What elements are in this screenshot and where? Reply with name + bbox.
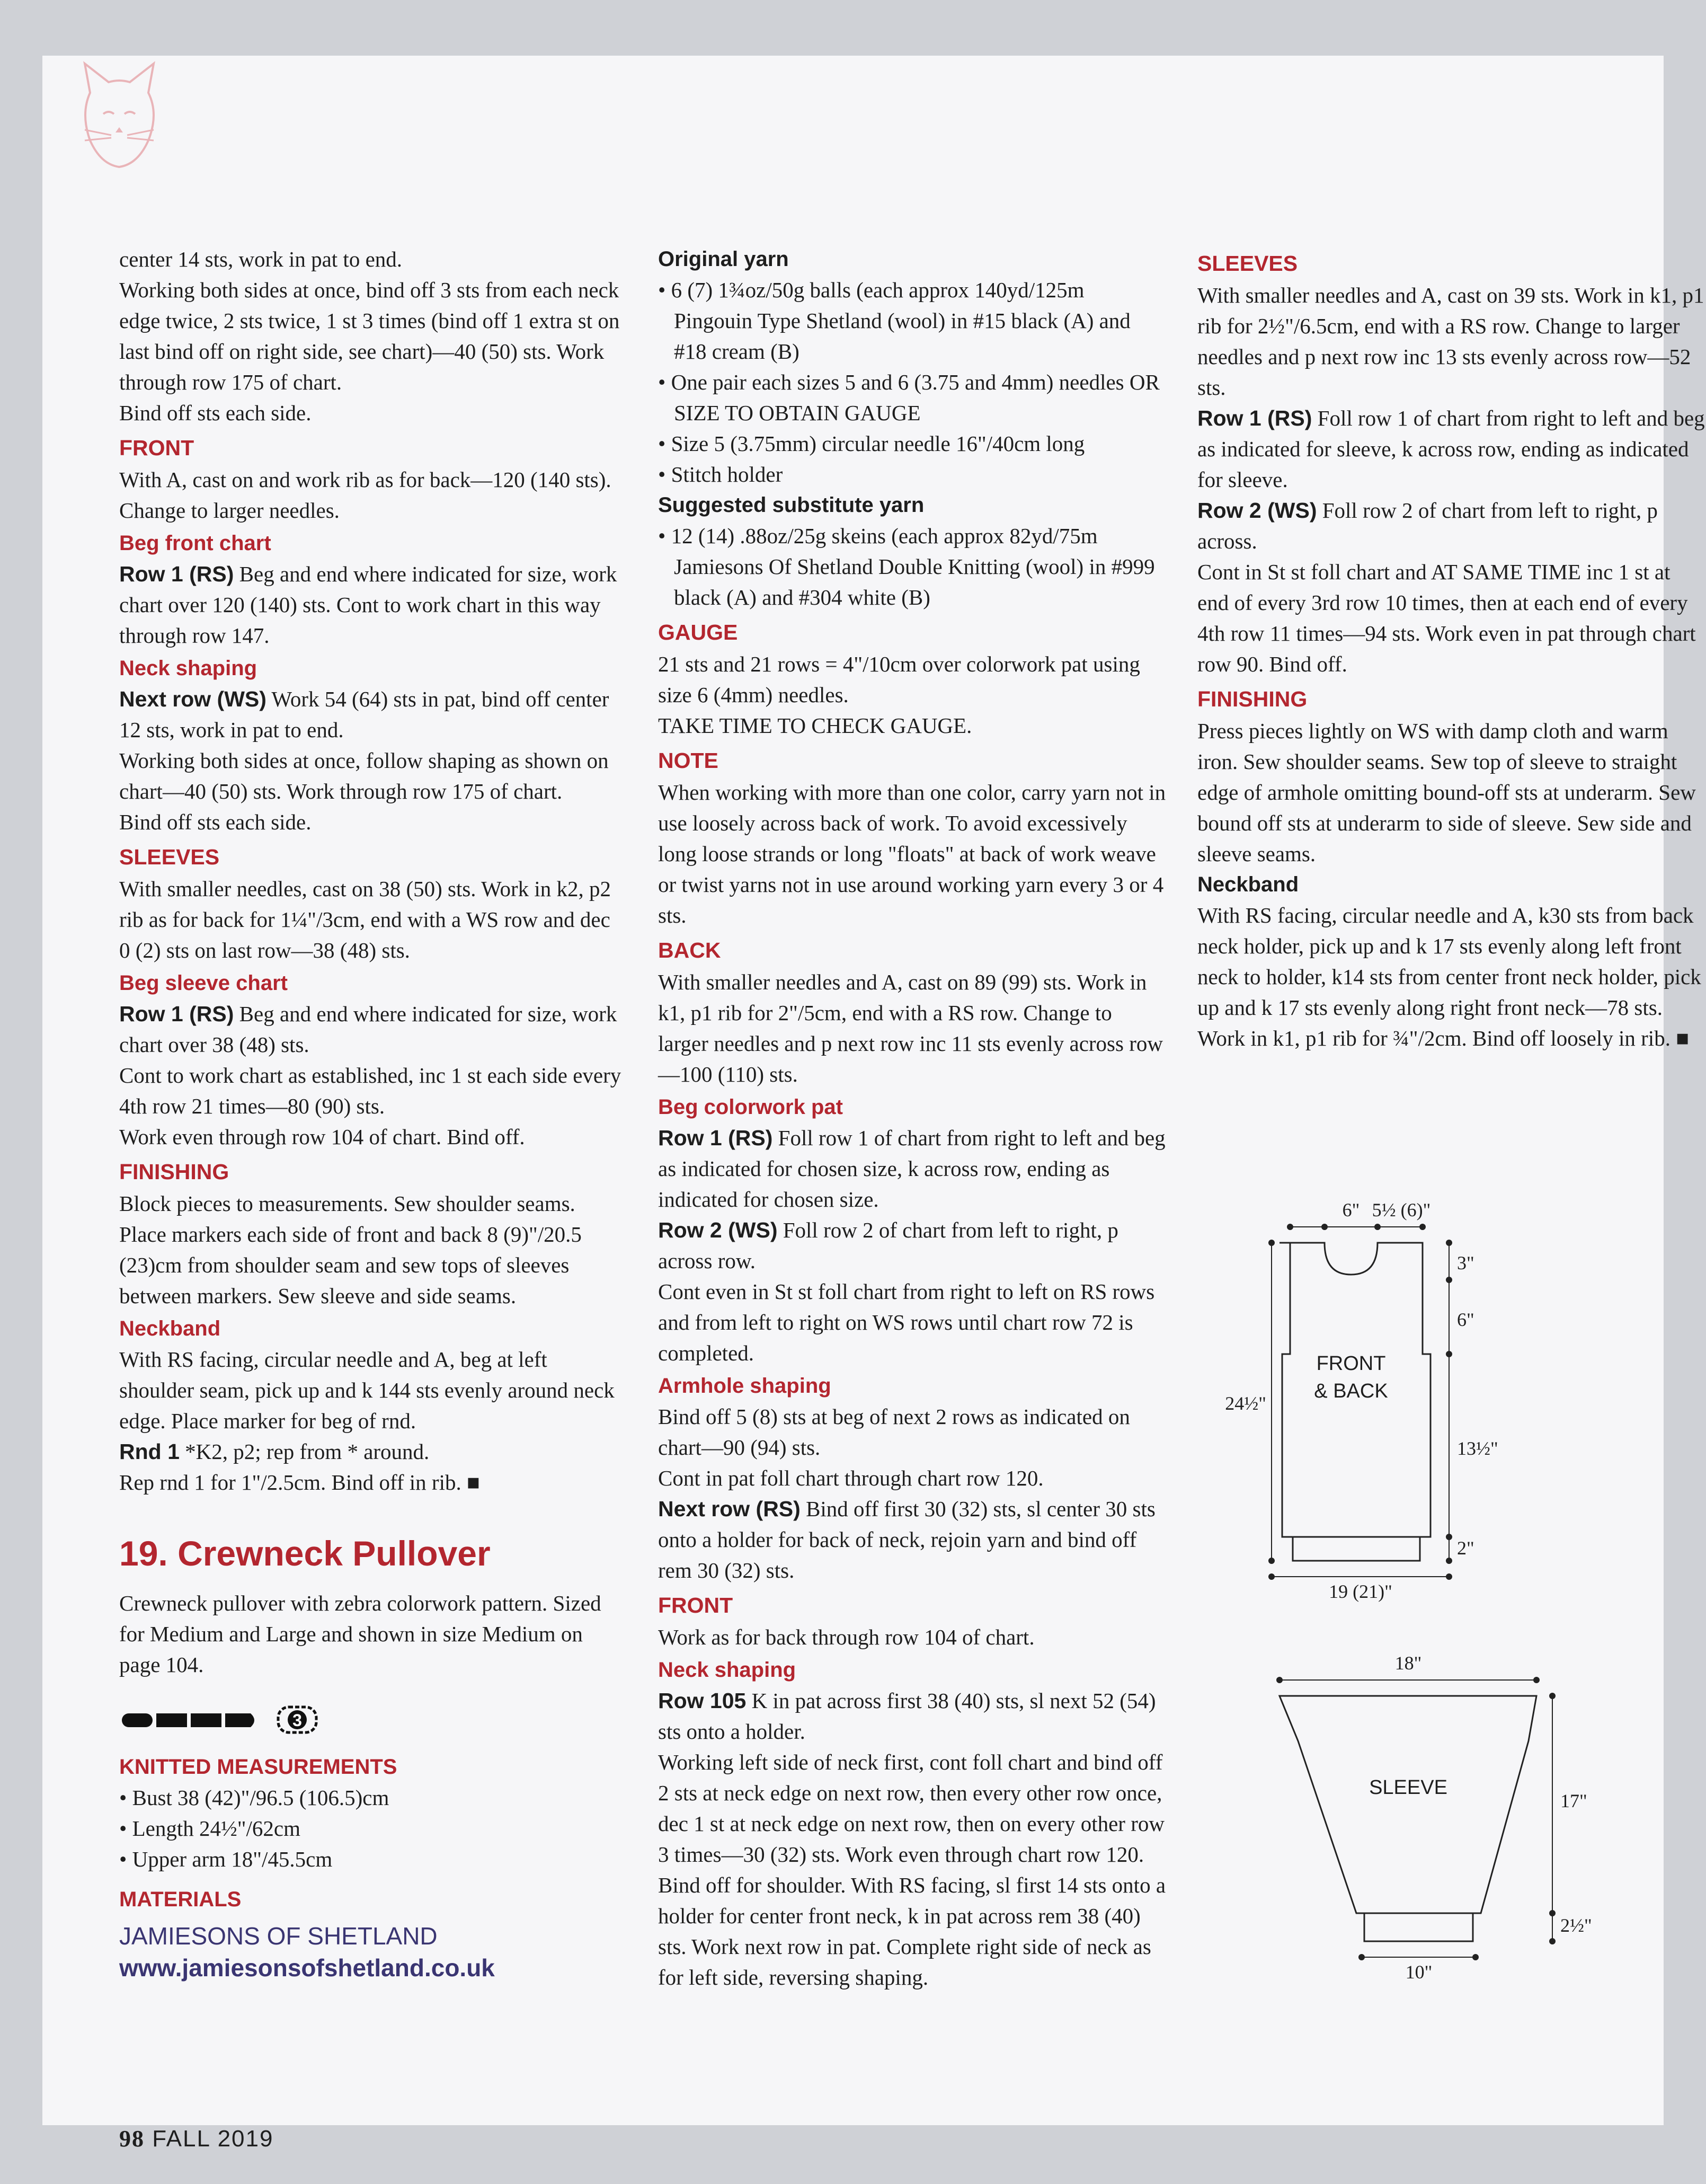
dim-sleeve-length: 17" <box>1560 1790 1587 1811</box>
paragraph: With RS facing, circular needle and A, k30 sts from back neck holder, pick up and k 17 sts evenly along left front neck to holder, k14 sts from center front neck holder, pick up and k 17 sts evenly along right front neck—78 sts. Work in k1, p1 rib for ¾"/2cm. Bind off loosely in rib. ■ <box>1197 903 1701 1050</box>
row-label: Row 1 (RS) <box>119 1002 234 1026</box>
sleeve-outline <box>1280 1696 1536 1941</box>
row-label: Row 1 (RS) <box>119 562 234 586</box>
paragraph <box>119 1436 623 1467</box>
subheading-knitted-measurements: KNITTED MEASUREMENTS <box>119 1755 397 1779</box>
paragraph <box>658 1685 1167 1747</box>
dim-neck: 6" <box>1342 1199 1360 1221</box>
row-label: Row 1 (RS) <box>658 1126 773 1150</box>
row-label: Rnd 1 <box>119 1439 180 1464</box>
paragraph: Bind off sts each side. <box>119 810 312 834</box>
paragraph <box>1197 403 1706 495</box>
section-heading-sleeves: SLEEVES <box>1197 251 1298 276</box>
section-heading-back: BACK <box>658 938 721 962</box>
row-text: Foll row 1 of chart from right to left and beg as indicated for sleeve, k across row, ending as indicated for sleeve. <box>1197 406 1705 492</box>
column-right <box>1197 244 1706 1054</box>
column-left <box>119 244 623 1984</box>
paragraph: Cont in St st foll chart and AT SAME TIME inc 1 st at end of every 3rd row 10 times, then at each end of every 4th row 11 times—94 sts. Work even in pat through chart row 90. Bind off. <box>1197 560 1696 676</box>
sleeve-label: SLEEVE <box>1369 1776 1447 1799</box>
pattern-title: 19. Crewneck Pullover <box>119 1534 491 1573</box>
paragraph: Press pieces lightly on WS with damp cloth and warm iron. Sew shoulder seams. Sew top of sleeve to straight edge of armhole omitting bound-off sts at underarm. Sew bound off sts at underarm to side of sleeve. Sew side and sleeve seams. <box>1197 719 1696 866</box>
section-heading-finishing: FINISHING <box>1197 687 1308 711</box>
subheading-materials: MATERIALS <box>119 1888 242 1911</box>
dim-upper-arm: 18" <box>1394 1652 1422 1674</box>
paragraph: Cont in pat foll chart through chart row 120. <box>658 1466 1044 1490</box>
cat-logo-icon <box>74 61 164 183</box>
paragraph: With RS facing, circular needle and A, beg at left shoulder seam, pick up and k 144 sts evenly around neck edge. Place marker for beg of rnd. <box>119 1347 615 1433</box>
paragraph <box>119 998 623 1060</box>
paragraph: With smaller needles and A, cast on 89 (99) sts. Work in k1, p1 rib for 2"/5cm, end with a RS row. Change to larger needles and p next row inc 11 sts evenly across row—100 (110) sts. <box>658 970 1163 1086</box>
paragraph: Rep rnd 1 for 1"/2.5cm. Bind off in rib. ■ <box>119 1470 480 1495</box>
paragraph: Work as for back through row 104 of chart. <box>658 1625 1035 1649</box>
list-item: • Length 24½"/62cm <box>119 1816 300 1841</box>
subheading-neck-shaping: Neck shaping <box>119 657 257 680</box>
row-label: Row 1 (RS) <box>1197 406 1312 430</box>
paragraph <box>1197 495 1706 556</box>
body-label-front: FRONT <box>1316 1352 1386 1375</box>
dim-rib: 2" <box>1457 1537 1474 1559</box>
dim-length: 24½" <box>1225 1393 1266 1414</box>
subheading-beg-colorwork: Beg colorwork pat <box>658 1095 843 1119</box>
paragraph: With smaller needles, cast on 38 (50) sts. Work in k2, p2 rib as for back for 1¼"/3cm, end with a WS row and dec 0 (2) sts on last row—38 (48) sts. <box>119 877 611 962</box>
brand-name: JAMIESONS OF SHETLAND <box>119 1922 438 1950</box>
row-text: Beg and end where indicated for size, work chart over 120 (140) sts. Cont to work chart in this way through row 147. <box>119 562 617 648</box>
paragraph: With smaller needles and A, cast on 39 sts. Work in k1, p1 rib for 2½"/6.5cm, end with a RS row. Change to larger needles and p next row inc 13 sts evenly across row—52 sts. <box>1197 283 1704 400</box>
section-heading-sleeves: SLEEVES <box>119 845 220 869</box>
dim-shoulder: 5½ (6)" <box>1372 1199 1431 1221</box>
row-text: Foll row 1 of chart from right to left and beg as indicated for chosen size, k across row, ending as indicated for chosen size. <box>658 1126 1166 1212</box>
paragraph: center 14 sts, work in pat to end. <box>119 247 403 271</box>
subheading-neckband: Neckband <box>119 1317 221 1340</box>
paragraph <box>658 1122 1167 1215</box>
section-heading-front: FRONT <box>658 1593 733 1617</box>
paragraph: When working with more than one color, carry yarn not in use loosely across back of work. To avoid excessively long loose strands or long "floats" at back of work weave or twist yarns not in use around working yarn every 3 or 4 sts. <box>658 780 1166 927</box>
row-label: Row 2 (WS) <box>658 1218 778 1242</box>
section-heading-finishing: FINISHING <box>119 1160 229 1184</box>
magazine-page <box>42 56 1705 2152</box>
section-heading-note: NOTE <box>658 748 718 773</box>
subheading-armhole-shaping: Armhole shaping <box>658 1374 831 1398</box>
paragraph <box>119 559 623 651</box>
column-middle <box>658 244 1167 1993</box>
skill-bars-icon <box>119 1704 331 1736</box>
row-text: *K2, p2; rep from * around. <box>179 1439 430 1464</box>
paragraph: Bind off sts each side. <box>119 401 312 425</box>
paragraph: Working left side of neck first, cont foll chart and bind off 2 sts at neck edge on next row, then every other row once, dec 1 st at neck edge on next row, then on every other row 3 times—30 (32) sts. Work even through chart row 120. Bind off for shoulder. With RS facing, sl first 14 sts onto a holder for center front neck, k in pat across rem 38 (40) sts. Work next row in pat. Complete right side of neck as for left side, reversing shaping. <box>658 1750 1166 1990</box>
dim-width: 19 (21)" <box>1329 1581 1392 1602</box>
dim-armhole: 6" <box>1457 1309 1474 1330</box>
paragraph: 21 sts and 21 rows = 4"/10cm over colorwork pat using size 6 (4mm) needles. <box>658 652 1140 707</box>
row-text: Foll row 2 of chart from left to right, p across row. <box>658 1218 1118 1273</box>
row-text: Beg and end where indicated for size, work chart over 38 (48) sts. <box>119 1002 617 1057</box>
list-item: • Size 5 (3.75mm) circular needle 16"/40cm long <box>658 431 1085 456</box>
dim-cuff: 10" <box>1405 1961 1433 1983</box>
paragraph: Bind off 5 (8) sts at beg of next 2 rows as indicated on chart—90 (94) sts. <box>658 1404 1130 1460</box>
paragraph: Cont to work chart as established, inc 1 st each side every 4th row 21 times—80 (90) sts. <box>119 1063 621 1118</box>
paragraph: Block pieces to measurements. Sew shoulder seams. Place markers each side of front and back 8 (9)"/20.5 (23)cm from shoulder seam and sew tops of sleeves between markers. Sew sleeve and side seams. <box>119 1191 582 1308</box>
pattern-description: Crewneck pullover with zebra colorwork pattern. Sized for Medium and Large and shown in size Medium on page 104. <box>119 1591 601 1677</box>
row-label: Row 105 <box>658 1688 747 1713</box>
dim-cuff-rib: 2½" <box>1560 1915 1592 1936</box>
list-item: • Stitch holder <box>658 462 783 487</box>
schematic-diagram <box>1225 1195 1658 2017</box>
paragraph: Cont even in St st foll chart from right to left on RS rows and from left to right on WS rows until chart row 72 is completed. <box>658 1279 1155 1365</box>
list-item: • 6 (7) 1¾oz/50g balls (each approx 140yd/125m Pingouin Type Shetland (wool) in #15 black (A) and #18 cream (B) <box>658 278 1131 364</box>
paragraph: With A, cast on and work rib as for back—120 (140 sts). Change to larger needles. <box>119 467 611 523</box>
page-number: 98 <box>119 2126 145 2152</box>
section-heading-front: FRONT <box>119 436 194 460</box>
row-text: Foll row 2 of chart from left to right, p across. <box>1197 498 1658 553</box>
list-item: • One pair each sizes 5 and 6 (3.75 and 4mm) needles OR SIZE TO OBTAIN GAUGE <box>658 370 1160 425</box>
row-text: Bind off first 30 (32) sts, sl center 30 sts onto a holder for back of neck, rejoin yarn and bind off rem 30 (32) sts. <box>658 1497 1156 1582</box>
subheading-neckband: Neckband <box>1197 873 1299 896</box>
yarn-weight-number: 3 <box>292 1711 302 1730</box>
subheading-neck-shaping: Neck shaping <box>658 1658 796 1682</box>
dim-neck-depth: 3" <box>1457 1252 1474 1274</box>
paragraph: Working both sides at once, follow shaping as shown on chart—40 (50) sts. Work through row 175 of chart. <box>119 748 609 803</box>
skill-level-indicator <box>119 1704 623 1736</box>
row-label: Next row (WS) <box>119 687 266 711</box>
list-item: • Bust 38 (42)"/96.5 (106.5)cm <box>119 1785 389 1810</box>
paragraph: TAKE TIME TO CHECK GAUGE. <box>658 713 972 738</box>
paragraph <box>658 1493 1167 1586</box>
issue-label: FALL 2019 <box>152 2126 274 2152</box>
row-label: Row 2 (WS) <box>1197 498 1317 523</box>
subheading-substitute-yarn: Suggested substitute yarn <box>658 493 925 517</box>
paragraph: Working both sides at once, bind off 3 sts from each neck edge twice, 2 sts twice, 1 st 3 times (bind off 1 extra st on last bind off on right side, see chart)—40 (50) sts. Work through row 175 of chart. <box>119 278 620 394</box>
row-text: K in pat across first 38 (40) sts, sl next 52 (54) sts onto a holder. <box>658 1688 1156 1744</box>
brand-url[interactable]: www.jamiesonsofshetland.co.uk <box>119 1954 495 1982</box>
subheading-original-yarn: Original yarn <box>658 247 789 271</box>
list-item: • 12 (14) .88oz/25g skeins (each approx 82yd/75m Jamiesons Of Shetland Double Knitting (wool) in #999 black (A) and #304 white (B) <box>658 524 1155 609</box>
subheading-beg-front-chart: Beg front chart <box>119 532 271 555</box>
paragraph: Work even through row 104 of chart. Bind off. <box>119 1125 525 1149</box>
page-footer <box>119 2125 273 2152</box>
dim-side: 13½" <box>1457 1438 1498 1459</box>
section-heading-gauge: GAUGE <box>658 620 738 644</box>
row-label: Next row (RS) <box>658 1497 801 1521</box>
paragraph <box>658 1215 1167 1276</box>
subheading-beg-sleeve-chart: Beg sleeve chart <box>119 971 288 995</box>
list-item: • Upper arm 18"/45.5cm <box>119 1847 333 1871</box>
row-text: Work 54 (64) sts in pat, bind off center 12 sts, work in pat to end. <box>119 687 609 742</box>
body-label-back: & BACK <box>1314 1380 1388 1402</box>
paragraph <box>119 684 623 745</box>
